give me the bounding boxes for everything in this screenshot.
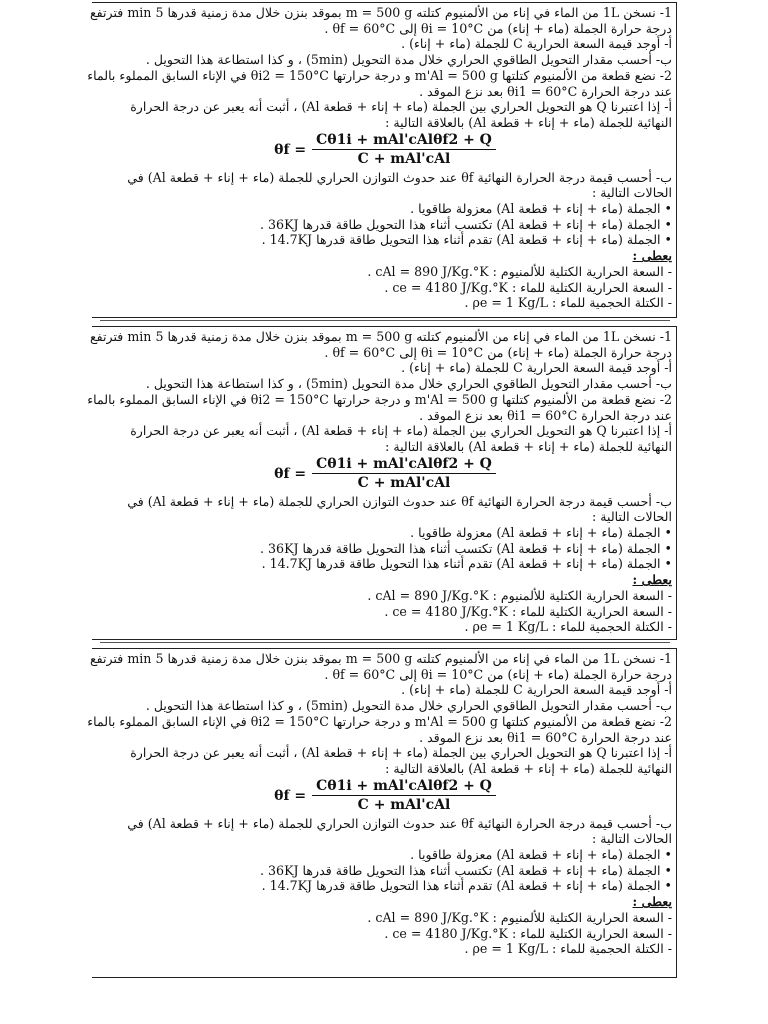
- question-line: ب- أحسب قيمة درجة الحرارة النهائية θf عند حدوث التوازن الحراري للجملة (ماء + إناء + قطعة Al) في: [127, 169, 672, 185]
- formula: [98, 456, 672, 492]
- bullet-item: • الجملة (ماء + إناء + قطعة Al) تكتسب أثناء هذا التحويل طاقة قدرها 36KJ .: [260, 862, 672, 878]
- given-item: - السعة الحرارية الكتلية للألمنيوم : cAl = 890 J/Kg.°K .: [367, 909, 672, 925]
- formula-lhs: θf =: [274, 141, 307, 158]
- bullet-item: • الجملة (ماء + إناء + قطعة Al) تقدم أثناء هذا التحويل طاقة قدرها 14.7KJ .: [261, 556, 672, 572]
- question-line: ب- أحسب مقدار التحويل الطاقوي الحراري خلال مدة التحويل (5min) ، و كذا استطاعة هذا التحويل .: [145, 376, 672, 392]
- question-line: أ- أوجد قيمة السعة الحرارية C للجملة (ماء + إناء) .: [401, 682, 672, 698]
- statement-line: 2- نضع قطعة من الألمنيوم كتلتها m'Al = 500 g و درجة حرارتها θi2 = 150°C في الإناء السابق المملوء بالماء: [87, 713, 672, 729]
- given-item: - السعة الحرارية الكتلية للماء : ce = 4180 J/Kg.°K .: [384, 279, 672, 295]
- bullet-item: • الجملة (ماء + إناء + قطعة Al) تكتسب أثناء هذا التحويل طاقة قدرها 36KJ .: [260, 540, 672, 556]
- statement-line: 2- نضع قطعة من الألمنيوم كتلتها m'Al = 500 g و درجة حرارتها θi2 = 150°C في الإناء السابق المملوء بالماء: [87, 391, 672, 407]
- given-item: - السعة الحرارية الكتلية للماء : ce = 4180 J/Kg.°K .: [384, 603, 672, 619]
- exercise-copy-2: [87, 326, 677, 640]
- question-line: النهائية للجملة (ماء + إناء + قطعة Al) بالعلاقة التالية :: [385, 114, 672, 130]
- formula: [98, 778, 672, 814]
- statement-line: عند درجة الحرارة θi1 = 60°C بعد نزع الموقد .: [419, 407, 672, 423]
- formula-lhs: θf =: [274, 465, 307, 482]
- question-line: النهائية للجملة (ماء + إناء + قطعة Al) بالعلاقة التالية :: [385, 760, 672, 776]
- given-item: - الكتلة الحجمية للماء : ρe = 1 Kg/L .: [464, 295, 672, 311]
- question-line: الحالات التالية :: [592, 831, 672, 847]
- bullet-item: • الجملة (ماء + إناء + قطعة Al) معزولة طاقويا .: [410, 201, 672, 217]
- question-line: أ- إذا اعتبرنا Q هو التحويل الحراري بين الجملة (ماء + إناء + قطعة Al) ، أثبت أنه يعبر عن درجة الحرارة: [130, 745, 672, 761]
- question-line: النهائية للجملة (ماء + إناء + قطعة Al) بالعلاقة التالية :: [385, 438, 672, 454]
- separator-rule: [100, 642, 670, 643]
- formula-denominator: C + mAl'cAl: [357, 475, 451, 492]
- statement-line: درجة حرارة الجملة (ماء + إناء) من θi = 10°C إلى θf = 60°C .: [324, 666, 672, 682]
- formula: [98, 132, 672, 168]
- statement-line: درجة حرارة الجملة (ماء + إناء) من θi = 10°C إلى θf = 60°C .: [324, 344, 672, 360]
- exercise-copy-1: [87, 2, 677, 318]
- separator-rule: [100, 320, 670, 321]
- question-line: الحالات التالية :: [592, 185, 672, 201]
- question-line: أ- أوجد قيمة السعة الحرارية C للجملة (ماء + إناء) .: [401, 360, 672, 376]
- question-line: ب- أحسب مقدار التحويل الطاقوي الحراري خلال مدة التحويل (5min) ، و كذا استطاعة هذا التحويل .: [145, 698, 672, 714]
- bullet-item: • الجملة (ماء + إناء + قطعة Al) تقدم أثناء هذا التحويل طاقة قدرها 14.7KJ .: [261, 232, 672, 248]
- given-title: يعطى :: [632, 248, 672, 264]
- given-item: - السعة الحرارية الكتلية للماء : ce = 4180 J/Kg.°K .: [384, 925, 672, 941]
- given-item: - السعة الحرارية الكتلية للألمنيوم : cAl = 890 J/Kg.°K .: [367, 587, 672, 603]
- bullet-item: • الجملة (ماء + إناء + قطعة Al) معزولة طاقويا .: [410, 525, 672, 541]
- question-line: ب- أحسب قيمة درجة الحرارة النهائية θf عند حدوث التوازن الحراري للجملة (ماء + إناء + قطعة Al) في: [127, 815, 672, 831]
- formula-denominator: C + mAl'cAl: [357, 797, 451, 814]
- statement-line: 1- نسخن 1L من الماء في إناء من الألمنيوم كتلته m = 500 g بموقد بنزن خلال مدة زمنية قدرها 5 min فترتفع: [89, 329, 672, 344]
- statement-line: درجة حرارة الجملة (ماء + إناء) من θi = 10°C إلى θf = 60°C .: [324, 20, 672, 36]
- question-line: ب- أحسب قيمة درجة الحرارة النهائية θf عند حدوث التوازن الحراري للجملة (ماء + إناء + قطعة Al) في: [127, 493, 672, 509]
- question-line: أ- إذا اعتبرنا Q هو التحويل الحراري بين الجملة (ماء + إناء + قطعة Al) ، أثبت أنه يعبر عن درجة الحرارة: [130, 99, 672, 115]
- formula-lhs: θf =: [274, 787, 307, 804]
- statement-line: عند درجة الحرارة θi1 = 60°C بعد نزع الموقد .: [419, 729, 672, 745]
- given-item: - الكتلة الحجمية للماء : ρe = 1 Kg/L .: [464, 619, 672, 635]
- bullet-item: • الجملة (ماء + إناء + قطعة Al) تكتسب أثناء هذا التحويل طاقة قدرها 36KJ .: [260, 216, 672, 232]
- statement-line: 2- نضع قطعة من الألمنيوم كتلتها m'Al = 500 g و درجة حرارتها θi2 = 150°C في الإناء السابق المملوء بالماء: [87, 67, 672, 83]
- formula-numerator: Cθ1i + mAl'cAlθf2 + Q: [312, 778, 496, 796]
- exercise-copy-3: [87, 648, 677, 978]
- statement-line: عند درجة الحرارة θi1 = 60°C بعد نزع الموقد .: [419, 83, 672, 99]
- given-item: - الكتلة الحجمية للماء : ρe = 1 Kg/L .: [464, 941, 672, 957]
- statement-line: 1- نسخن 1L من الماء في إناء من الألمنيوم كتلته m = 500 g بموقد بنزن خلال مدة زمنية قدرها 5 min فترتفع: [89, 5, 672, 20]
- given-title: يعطى :: [632, 572, 672, 588]
- question-line: أ- إذا اعتبرنا Q هو التحويل الحراري بين الجملة (ماء + إناء + قطعة Al) ، أثبت أنه يعبر عن درجة الحرارة: [130, 423, 672, 439]
- given-item: - السعة الحرارية الكتلية للألمنيوم : cAl = 890 J/Kg.°K .: [367, 263, 672, 279]
- bullet-item: • الجملة (ماء + إناء + قطعة Al) تقدم أثناء هذا التحويل طاقة قدرها 14.7KJ .: [261, 878, 672, 894]
- question-line: ب- أحسب مقدار التحويل الطاقوي الحراري خلال مدة التحويل (5min) ، و كذا استطاعة هذا التحويل .: [145, 52, 672, 68]
- question-line: أ- أوجد قيمة السعة الحرارية C للجملة (ماء + إناء) .: [401, 36, 672, 52]
- formula-denominator: C + mAl'cAl: [357, 151, 451, 168]
- formula-numerator: Cθ1i + mAl'cAlθf2 + Q: [312, 456, 496, 474]
- bullet-item: • الجملة (ماء + إناء + قطعة Al) معزولة طاقويا .: [410, 847, 672, 863]
- given-title: يعطى :: [632, 894, 672, 910]
- question-line: الحالات التالية :: [592, 509, 672, 525]
- statement-line: 1- نسخن 1L من الماء في إناء من الألمنيوم كتلته m = 500 g بموقد بنزن خلال مدة زمنية قدرها 5 min فترتفع: [89, 651, 672, 666]
- formula-numerator: Cθ1i + mAl'cAlθf2 + Q: [312, 132, 496, 150]
